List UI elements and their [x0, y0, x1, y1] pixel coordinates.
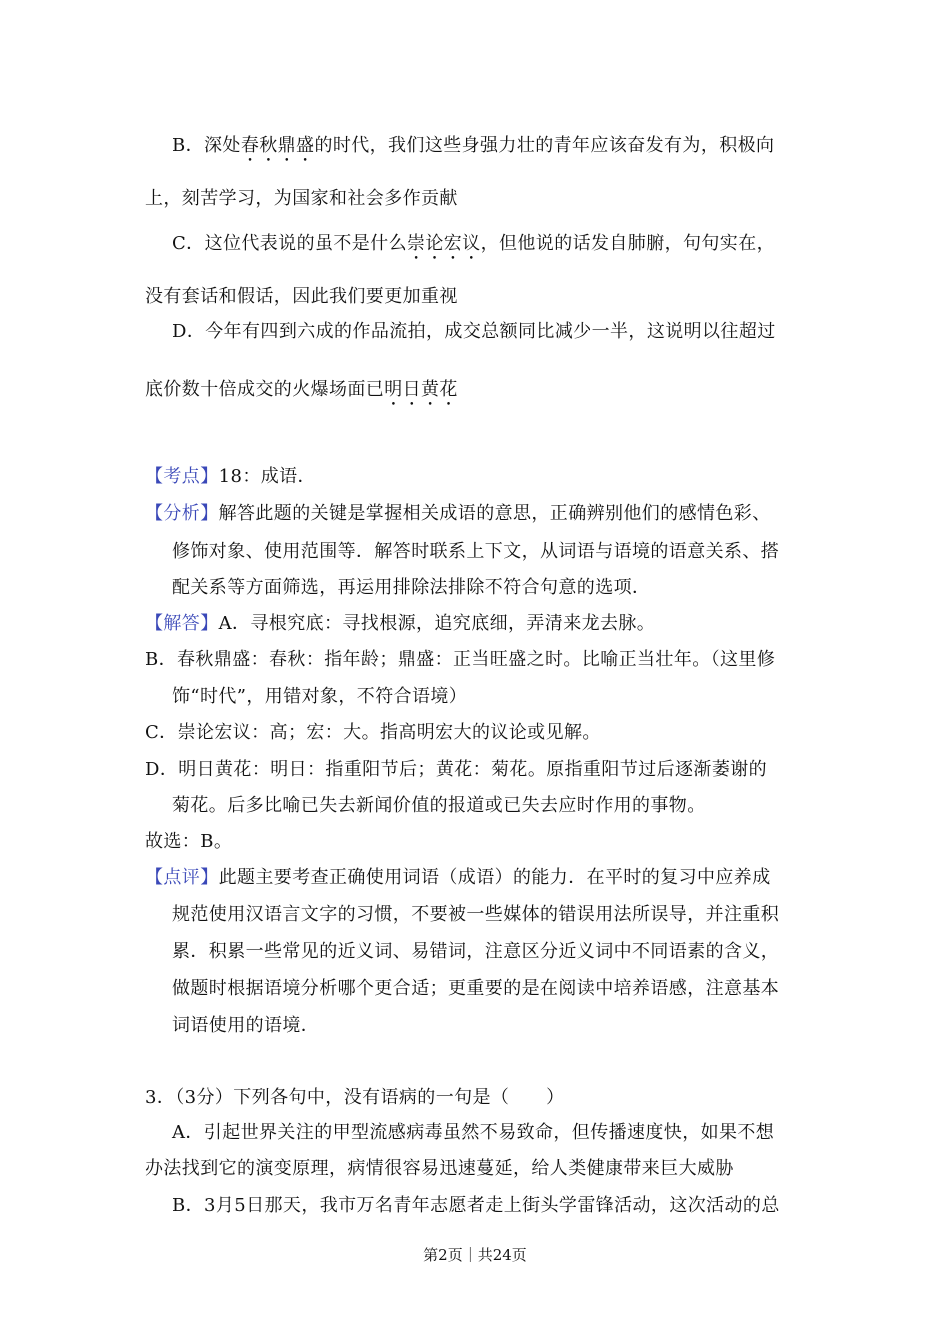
dianping-line1: 【点评】此题主要考查正确使用词语（成语）的能力．在平时的复习中应养成 — [145, 867, 771, 888]
jieda-line-b1: B．春秋鼎盛：春秋：指年龄；鼎盛：正当旺盛之时。比喻正当壮年。（这里修 — [145, 649, 776, 670]
jieda-answer: 故选：B。 — [145, 831, 233, 852]
question-3-option-b-line1: B．3月5日那天，我市万名青年志愿者走上街头学雷锋活动，这次活动的总 — [172, 1195, 780, 1216]
emphasized-idiom: 明日黄花 — [384, 379, 458, 400]
fenxi-tag: 【分析】 — [145, 503, 219, 524]
dianping-line3: 累．积累一些常见的近义词、易错词，注意区分近义词中不同语素的含义， — [172, 941, 780, 962]
option-b-line2: 上，刻苦学习，为国家和社会多作贡献 — [145, 188, 458, 209]
fenxi-line3: 配关系等方面筛选，再运用排除法排除不符合句意的选项． — [172, 577, 651, 598]
option-c-line1: C．这位代表说的虽不是什么崇论宏议，但他说的话发自肺腑，句句实在， — [172, 233, 775, 254]
question-3-stem: 3．（3分）下列各句中，没有语病的一句是（ ） — [145, 1087, 565, 1108]
jieda-line-c: C．崇论宏议：高；宏：大。指高明宏大的议论或见解。 — [145, 722, 601, 743]
jieda-line-d2: 菊花。后多比喻已失去新闻价值的报道或已失去应时作用的事物。 — [172, 795, 706, 816]
emphasized-idiom: 崇论宏议 — [406, 233, 481, 254]
page-footer: 第2页｜共24页 — [423, 1246, 527, 1264]
jieda-line-b2: 饰“时代”，用错对象，不符合语境） — [172, 686, 468, 707]
question-3-option-a-line2: 办法找到它的演变原理，病情很容易迅速蔓延，给人类健康带来巨大威胁 — [145, 1158, 734, 1179]
emphasized-idiom: 春秋鼎盛 — [240, 135, 315, 156]
question-3-option-a-line1: A．引起世界关注的甲型流感病毒虽然不易致命，但传播速度快，如果不想 — [172, 1122, 775, 1143]
jieda-line-d1: D．明日黄花：明日：指重阳节后；黄花：菊花。原指重阳节过后逐渐萎谢的 — [145, 759, 768, 780]
fenxi-line1: 【分析】解答此题的关键是掌握相关成语的意思，正确辨别他们的感情色彩、 — [145, 503, 771, 524]
option-d-line2: 底价数十倍成交的火爆场面已明日黄花 — [145, 379, 458, 400]
kaodian-tag: 【考点】 — [145, 466, 219, 487]
fenxi-line2: 修饰对象、使用范围等．解答时联系上下文，从词语与语境的语意关系、搭 — [172, 541, 780, 562]
option-c-line2: 没有套话和假话，因此我们要更加重视 — [145, 286, 458, 307]
dianping-tag: 【点评】 — [145, 867, 219, 888]
jieda-line-a: 【解答】A．寻根究底：寻找根源，追究底细，弄清来龙去脉。 — [145, 613, 656, 634]
jieda-tag: 【解答】 — [145, 613, 219, 634]
option-b-line1: B．深处春秋鼎盛的时代，我们这些身强力壮的青年应该奋发有为，积极向 — [172, 135, 775, 156]
kaodian-line: 【考点】18：成语． — [145, 466, 316, 487]
dianping-line2: 规范使用汉语言文字的习惯，不要被一些媒体的错误用法所误导，并注重积 — [172, 904, 780, 925]
dianping-line5: 词语使用的语境． — [172, 1015, 320, 1036]
dianping-line4: 做题时根据语境分析哪个更合适；更重要的是在阅读中培养语感，注意基本 — [172, 978, 780, 999]
option-d-line1: D．今年有四到六成的作品流拍，成交总额同比减少一半，这说明以往超过 — [172, 321, 776, 342]
